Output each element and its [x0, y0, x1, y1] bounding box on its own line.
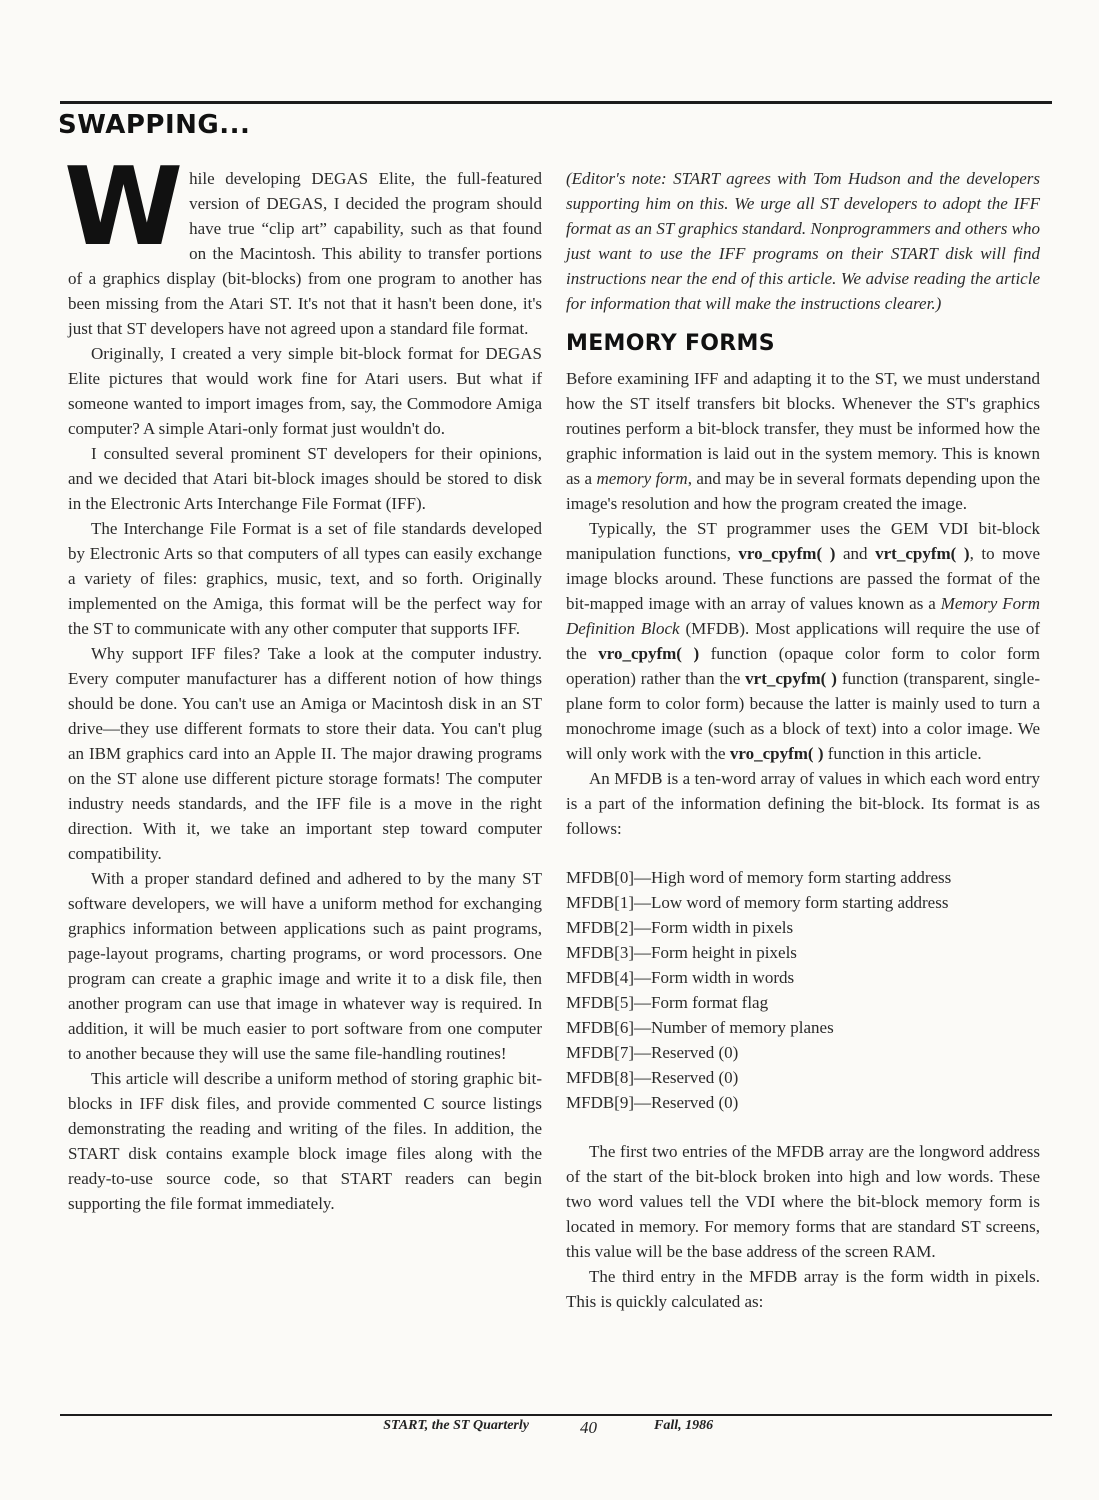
- body-paragraph: The first two entries of the MFDB array are the longword address of the start of the bit-block broken into high and low words. These two word values tell the VDI where the bit-block memory form is located in memory. For memory forms that are standard ST screens, this value will be the base address of the screen RAM.: [566, 1142, 1040, 1261]
- text-run: and: [835, 544, 876, 563]
- right-column: [566, 166, 1040, 1314]
- body-paragraph: This article will describe a uniform method of storing graphic bit-blocks in IFF disk files, and provide commented C source listings demonstrating the reading and writing of the files. In addition, the START disk contains example block image files along with the ready-to-use source code, so that START readers can begin supporting the file format immediately.: [68, 1069, 542, 1213]
- body-paragraph: An MFDB is a ten-word array of values in which each word entry is a part of the information defining the bit-block. Its format is as follows:: [566, 769, 1040, 838]
- editor-note: (Editor's note: START agrees with Tom Hudson and the developers supporting him on this. We urge all ST developers to adopt the IFF format as an ST graphics standard. Nonprogrammers and others who just want to use the IFF programs on their START disk will find instructions near the end of this article. We advise reading the article for information that will make the instructions clearer.): [566, 169, 1040, 313]
- list-item: MFDB[9]—Reserved (0): [566, 1093, 739, 1112]
- list-item: MFDB[1]—Low word of memory form starting address: [566, 893, 949, 912]
- emphasis-term: Memory Form Definition Block: [566, 594, 1041, 638]
- text-run: function in this article.: [823, 744, 982, 763]
- function-name: vro_cpyfm( ): [738, 544, 836, 563]
- body-paragraph: [566, 516, 1040, 766]
- list-item: MFDB[5]—Form format flag: [566, 993, 769, 1012]
- list-item: MFDB[4]—Form width in words: [566, 968, 795, 987]
- body-paragraph: Originally, I created a very simple bit-block format for DEGAS Elite pictures that would work fine for Atari users. But what if someone wanted to import images from, say, the Commodore Amiga computer? A simple Atari-only format just wouldn't do.: [68, 344, 542, 438]
- emphasis-term: memory form: [596, 469, 688, 488]
- text-run: Before examining IFF and adapting it to the ST, we must understand how the ST itself transfers bit blocks. Whenever the ST's graphics routines perform a bit-block transfer, they must be informed how the graphic information is laid out in the system memory. This is known as a: [566, 369, 1040, 488]
- list-item: MFDB[6]—Number of memory planes: [566, 1018, 834, 1037]
- section-heading: MEMORY FORMS: [566, 331, 775, 356]
- list-item: MFDB[8]—Reserved (0): [566, 1068, 739, 1087]
- list-item: MFDB[7]—Reserved (0): [566, 1043, 739, 1062]
- function-name: vrt_cpyfm( ): [875, 544, 970, 563]
- issue-date: Fall, 1986: [654, 1418, 714, 1433]
- list-item: MFDB[0]—High word of memory form starting address: [566, 868, 952, 887]
- body-paragraph: I consulted several prominent ST developers for their opinions, and we decided that Atari bit-block images should be stored to disk in the Electronic Arts Interchange File Format (IFF).: [68, 444, 542, 513]
- page-footer: [0, 1418, 1099, 1442]
- page-number: 40: [580, 1418, 597, 1437]
- text-run: , to move image blocks around. These functions are passed the format of the bit-mapped image with an array of values known as a: [566, 544, 1040, 613]
- top-rule: [60, 101, 1052, 104]
- function-name: vro_cpyfm( ): [729, 744, 824, 763]
- body-paragraph: [566, 366, 1040, 516]
- mfdb-list: [566, 865, 1040, 1115]
- intro-paragraph: [64, 145, 542, 341]
- text-run: function (transparent, single-plane form to color form) because the latter is mainly used to turn a monochrome image (such as a block of text) into a color image. We will only work with the: [566, 669, 1040, 763]
- text-run: (MFDB). Most applications will require the use of the: [566, 619, 1040, 663]
- function-name: vrt_cpyfm( ): [745, 669, 837, 688]
- body-paragraph: Why support IFF files? Take a look at the computer industry. Every computer manufacturer has a different notion of how things should be done. You can't use an Amiga or Macintosh disk in an ST drive—they use different formats to store their data. You can't plug an IBM graphics card into an Apple II. The major drawing programs on the ST alone use different picture storage formats! The computer industry needs standards, and the IFF file is a move in the right direction. With it, we take an important step toward computer compatibility.: [68, 644, 542, 863]
- body-paragraph: With a proper standard defined and adhered to by the many ST software developers, we will have a uniform method for exchanging graphics information between applications such as paint programs, page-layout programs, charting programs, or word processors. One program can create a graphic image and write it to a disk file, then another program can use that image in whatever way is required. In addition, it will be much easier to port software from one computer to another because they will use the same file-handling routines!: [68, 869, 542, 1063]
- intro-text: hile developing DEGAS Elite, the full-featured version of DEGAS, I decided the program should have true “clip art” capability, such as that found on the Macintosh. This ability to transfer portions of a graphics display (bit-blocks) from one program to another has been missing from the Atari ST. It's not that it hasn't been done, it's just that ST developers have not agreed upon a standard file format.: [68, 169, 542, 338]
- function-name: vro_cpyfm( ): [598, 644, 700, 663]
- text-run: , and may be in several formats depending upon the image's resolution and how the program created the image.: [566, 469, 1040, 513]
- text-run: Typically, the ST programmer uses the GEM VDI bit-block manipulation functions,: [566, 519, 1040, 563]
- text-run: function (opaque color form to color form operation) rather than the: [566, 644, 1040, 688]
- list-item: MFDB[3]—Form height in pixels: [566, 943, 797, 962]
- body-paragraph: The third entry in the MFDB array is the form width in pixels. This is quickly calculated as:: [566, 1267, 1040, 1311]
- publication-name: START, the ST Quarterly: [383, 1418, 529, 1433]
- left-column: [64, 145, 542, 1216]
- bottom-rule: [60, 1414, 1052, 1416]
- body-paragraph: The Interchange File Format is a set of file standards developed by Electronic Arts so that computers of all types can easily exchange a variety of files: graphics, music, text, and so forth. Originally implemented on the Amiga, this format will be the perfect way for the ST to communicate with any other computer that supports IFF.: [68, 519, 542, 638]
- list-item: MFDB[2]—Form width in pixels: [566, 918, 794, 937]
- article-headline: SWAPPING...: [58, 110, 251, 140]
- drop-cap: W: [64, 145, 184, 270]
